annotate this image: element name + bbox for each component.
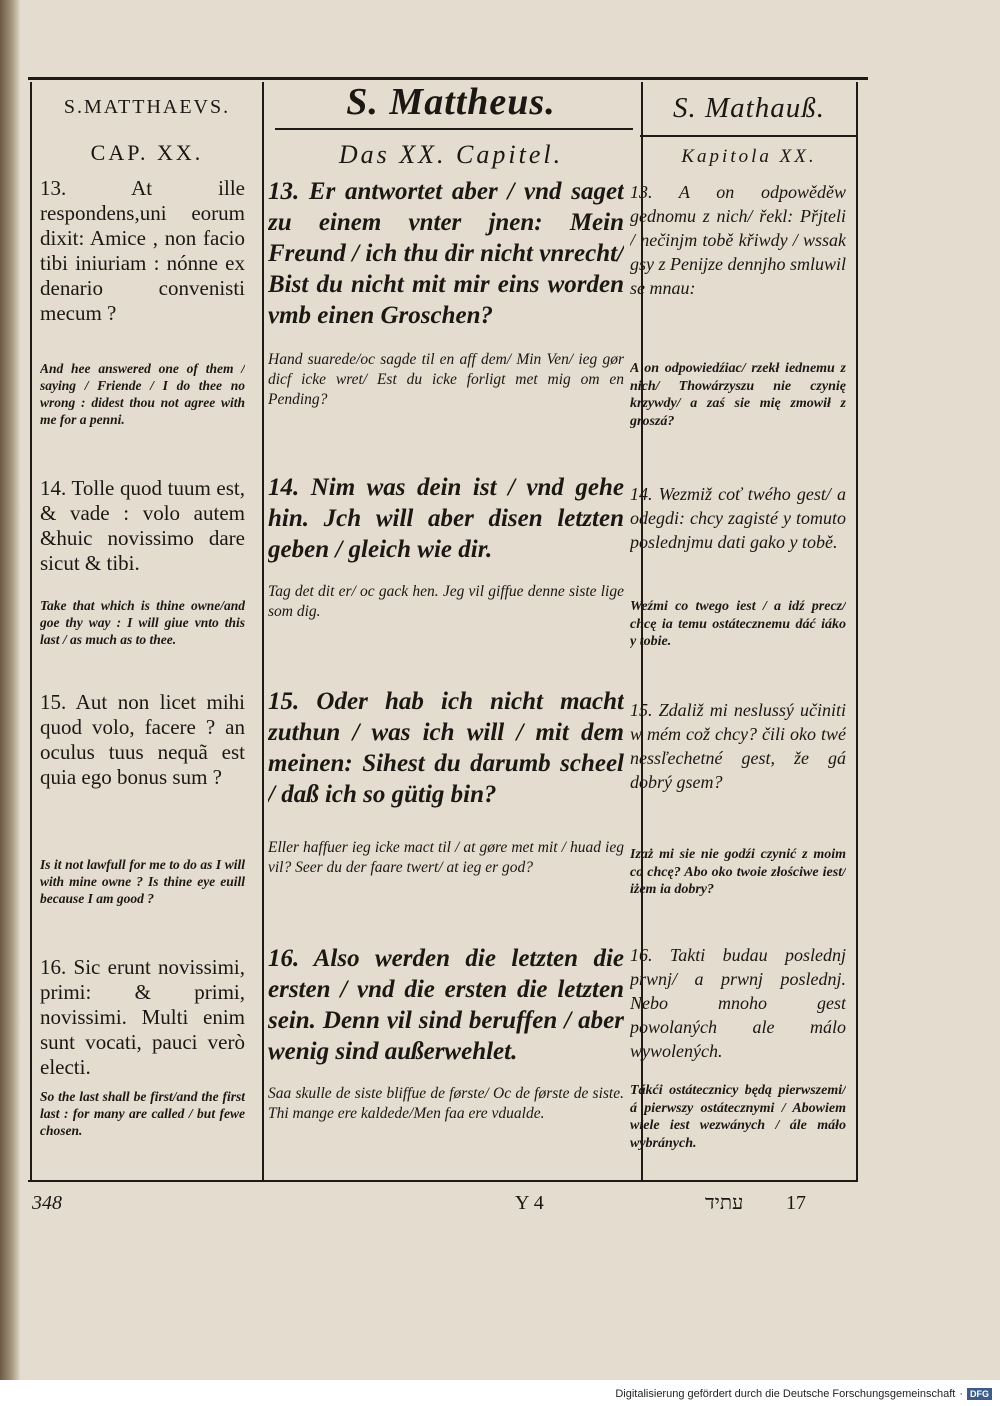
danish-verse-14: Tag det dit er/ oc gack hen. Jeg vil giffue denne siste lige som dig. bbox=[268, 583, 624, 620]
czech-verse-14: 14. Wezmiž coť twého gest/ a odegdi: chcy zagisté y tomuto poslednjmu dati gako y tobě. bbox=[630, 484, 846, 552]
polish-verse-15: Izaż mi sie nie godźi czynić z moim co chcę? Abo oko twoie złościwe iest/ iżem ia dobry? bbox=[630, 847, 846, 897]
polish-verse-13: A on odpowiedźiac/ rzekł iednemu z nich/ Thowárzyszu nie czynię krzywdy/ a zaś sie mię zmowił z groszá? bbox=[630, 361, 846, 429]
czech-verse-16: 16. Takti budau poslednj prwnj/ a prwnj poslednj. Nebo mnoho gest powolaných ale málo wywolených. bbox=[630, 945, 846, 1061]
latin-verse-15: 15. Aut non licet mihi quod volo, facere ? an oculus tuus nequã est quia ego bonus sum ? bbox=[40, 690, 245, 789]
german-verse-13: 13. Er antwortet aber / vnd saget zu einem vnter jnen: Mein Freund / ich thu dir nicht vnrecht/ Bist du nicht mit mir eins worden vmb einen Groschen? bbox=[268, 178, 624, 329]
latin-verse-16: 16. Sic erunt novissimi, primi: & primi, novissimi. Multi enim sunt vocati, pauci verò electi. bbox=[40, 955, 245, 1079]
credit-separator: · bbox=[959, 1388, 963, 1400]
running-head-german: S. Mattheus. bbox=[346, 81, 556, 123]
header-bottom-rule-czech bbox=[640, 135, 858, 137]
column-divider-3 bbox=[856, 82, 858, 1182]
danish-verse-15: Eller haffuer ieg icke mact til / at gøre met mit / huad ieg vil? Seer du der faare twert/ at ieg er god? bbox=[268, 839, 624, 876]
footer-left-number: 348 bbox=[32, 1192, 62, 1214]
danish-verse-16: Saa skulle de siste bliffue de første/ Oc de første de siste. Thi mange ere kaldede/Men faa ere vdualde. bbox=[268, 1085, 624, 1122]
credit-text: Digitalisierung gefördert durch die Deutsche Forschungsgemeinschaft bbox=[615, 1388, 956, 1400]
footer-signature-mark: Y 4 bbox=[515, 1192, 544, 1214]
german-verse-14: 14. Nim was dein ist / vnd gehe hin. Jch will aber disen letzten geben / gleich wie dir. bbox=[268, 474, 624, 563]
latin-verse-13: 13. At ille respondens,uni eorum dixit: Amice , non facio tibi iniuriam : nónne ex denario convenisti mecum ? bbox=[40, 176, 245, 325]
book-spine-shadow bbox=[0, 0, 20, 1380]
chapter-heading-german: Das XX. Capitel. bbox=[338, 140, 564, 169]
chapter-heading-latin: CAP. XX. bbox=[90, 140, 204, 165]
english-verse-16: So the last shall be first/and the first last : for many are called / but fewe chosen. bbox=[40, 1089, 245, 1138]
english-verse-14: Take that which is thine owne/and goe thy way : I will giue vnto this last / as much as to thee. bbox=[40, 598, 245, 647]
danish-verse-13: Hand suarede/oc sagde til en aff dem/ Min Ven/ ieg gør dicf icke wret/ Est du icke forligt met mig om en Pending? bbox=[268, 351, 624, 408]
czech-verse-15: 15. Zdaliž mi neslussý učiniti w mém což chcy? čili oko twé nessľechetné gest, že gá dobrý gsem? bbox=[630, 700, 846, 792]
czech-verse-13: 13. A on odpowěděw gednomu z nich/ řekl: Přjteli / nečinjm tobě křiwdy / wssak gsy z Penijze dennjho smluwil se mnau: bbox=[630, 182, 846, 298]
german-verse-15: 15. Oder hab ich nicht macht zuthun / was ich will / mit dem meinen: Sihest du darumb scheel / daß ich so gütig bin? bbox=[268, 688, 624, 808]
latin-verse-14: 14. Tolle quod tuum est, & vade : volo autem &huic novissimo dare sicut & tibi. bbox=[40, 476, 245, 575]
digitization-credit bbox=[615, 1388, 992, 1400]
running-head-czech: S. Mathauß. bbox=[673, 92, 825, 124]
column-divider-1 bbox=[262, 82, 264, 1182]
polish-verse-14: Weźmi co twego iest / a idź precz/ chcę ia temu ostátecznemu dáć iáko y tobie. bbox=[630, 599, 846, 649]
footer-right-number: 17 bbox=[786, 1192, 806, 1214]
column-divider-left bbox=[30, 82, 32, 1182]
dfg-logo: DFG bbox=[967, 1388, 992, 1400]
header-bottom-rule-german bbox=[275, 128, 633, 130]
chapter-heading-czech: Kapitola XX. bbox=[681, 146, 817, 167]
polish-verse-16: Tákći ostátecznicy będą pierwszemi/ á pierwszy ostátecznymi / Abowiem wiele iest wezwánych / ále máło wybránych. bbox=[630, 1083, 846, 1151]
running-head-latin: S.MATTHAEVS. bbox=[63, 96, 231, 118]
german-verse-16: 16. Also werden die letzten die ersten / vnd die ersten die letzten sein. Denn vil sind beruffen / aber wenig sind außerwehlet. bbox=[268, 945, 624, 1065]
english-verse-15: Is it not lawfull for me to do as I will with mine owne ? Is thine eye euill because I am good ? bbox=[40, 857, 245, 906]
bottom-rule bbox=[28, 1180, 858, 1182]
footer-hebrew-catchword: עתיד bbox=[705, 1192, 744, 1214]
english-verse-13: And hee answered one of them / saying / Friende / I do thee no wrong : didest thou not agree with me for a penni. bbox=[40, 361, 245, 427]
